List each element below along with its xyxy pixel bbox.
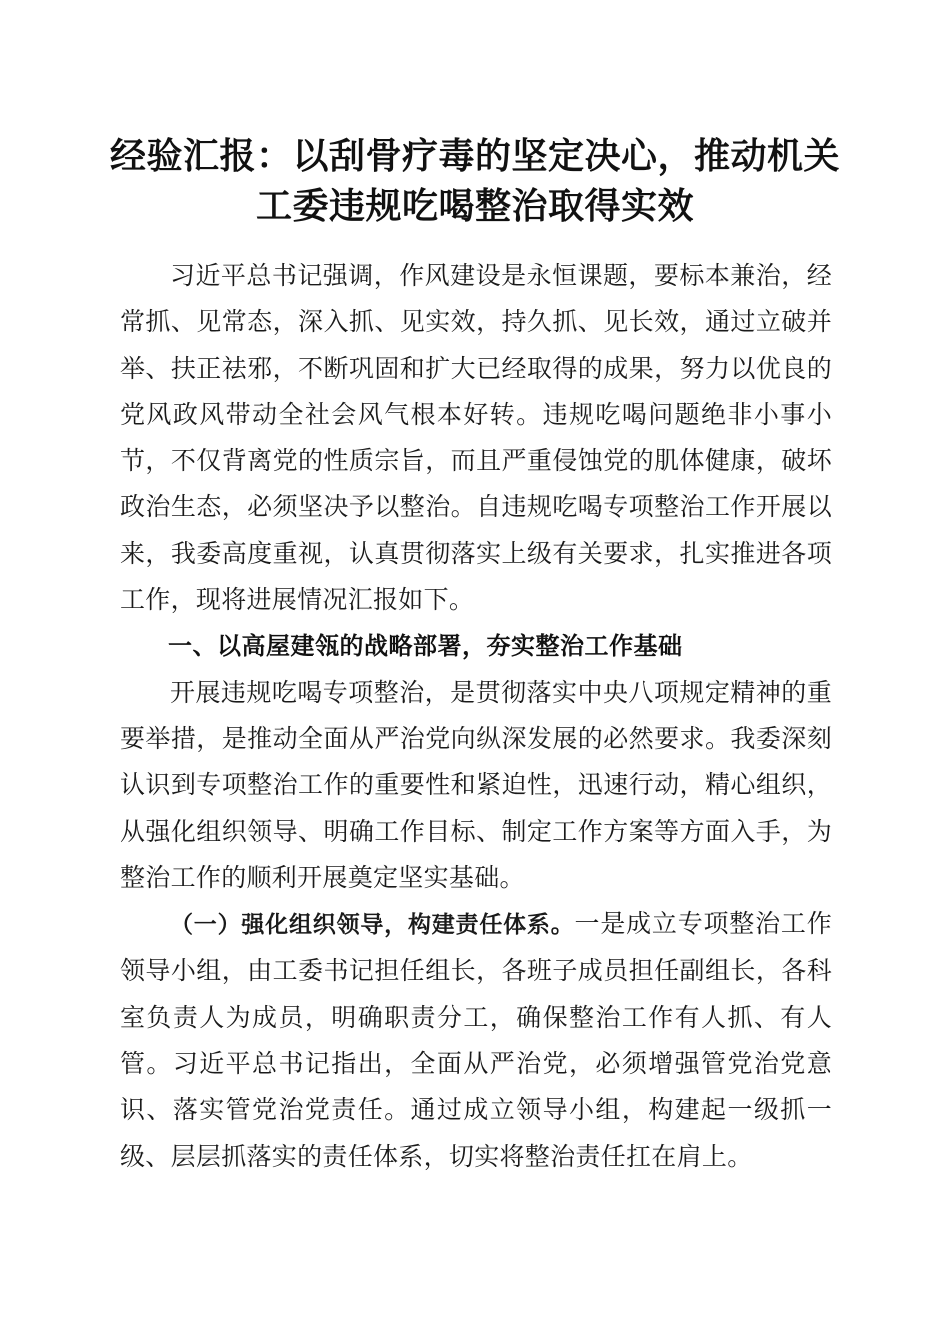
title-line-2: 工委违规吃喝整治取得实效	[255, 186, 694, 227]
intro-paragraph: 习近平总书记强调，作风建设是永恒课题，要标本兼治，经常抓、见常态，深入抓、见实效，持久抓、见长效，通过立破并举、扶正祛邪，不断巩固和扩大已经取得的成果，努力以优良的党风政风带动全社会风气根本好转。违规吃喝问题绝非小事小节，不仅背离党的性质宗旨，而且严重侵蚀党的肌体健康，破坏政治生态，必须坚决予以整治。自违规吃喝专项整治工作开展以来，我委高度重视，认真贯彻落实上级有关要求，扎实推进各项工作，现将进展情况汇报如下。	[120, 261, 832, 615]
section-1-paragraph: 开展违规吃喝专项整治，是贯彻落实中央八项规定精神的重要举措，是推动全面从严治党向纵深发展的必然要求。我委深刻认识到专项整治工作的重要性和紧迫性，迅速行动，精心组织，从强化组织领导、明确工作目标、制定工作方案等方面入手，为整治工作的顺利开展奠定坚实基础。	[120, 677, 832, 892]
title-line-1: 经验汇报：以刮骨疗毒的坚定决心，推动机关	[109, 136, 840, 177]
document-body	[120, 253, 832, 1180]
document-title	[100, 132, 850, 232]
subsection-1-heading: （一）强化组织领导，构建责任体系。	[170, 912, 575, 939]
section-1-heading: 一、以高屋建瓴的战略部署，夯实整治工作基础	[168, 632, 683, 661]
subsection-1-paragraph	[120, 901, 832, 1180]
subsection-1-body: 一是成立专项整治工作领导小组，由工委书记担任组长，各班子成员担任副组长，各科室负责人为成员，明确职责分工，确保整治工作有人抓、有人管。习近平总书记指出，全面从严治党，必须增强管党治党意识、落实管党治党责任。通过成立领导小组，构建起一级抓一级、层层抓落实的责任体系，切实将整治责任扛在肩上。	[120, 909, 832, 1171]
